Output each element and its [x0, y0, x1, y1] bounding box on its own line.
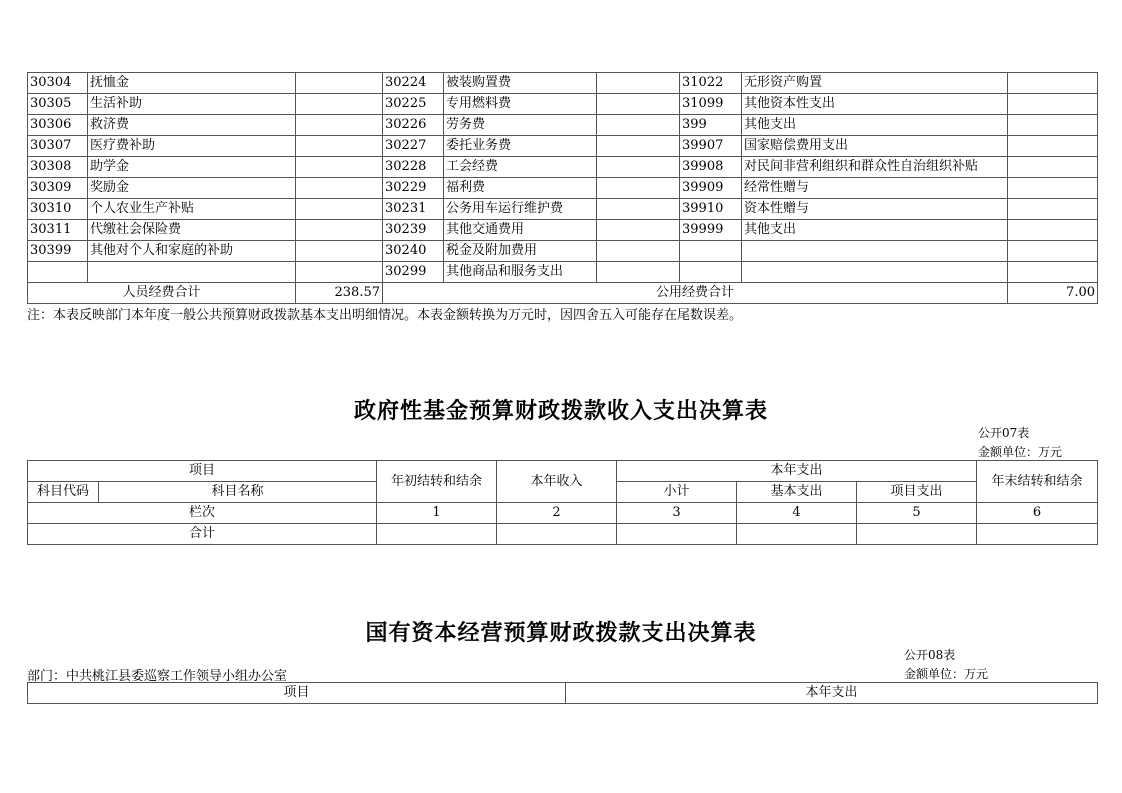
subject-name-cell: 福利费	[444, 178, 597, 199]
subject-code-cell: 30225	[383, 94, 444, 115]
subject-name-cell: 其他商品和服务支出	[444, 262, 597, 283]
basic-expense-detail-table	[27, 72, 1098, 304]
subject-code-cell: 30311	[28, 220, 88, 241]
subject-name-cell: 其他支出	[742, 220, 1008, 241]
subject-name-cell: 代缴社会保险费	[88, 220, 296, 241]
amount-cell	[597, 241, 680, 262]
fund-table-title: 政府性基金预算财政拨款收入支出决算表	[353, 399, 768, 424]
seq-cell: 5	[857, 503, 977, 524]
table-row	[28, 136, 1098, 157]
header-subject-code: 科目代码	[28, 482, 99, 503]
table-row	[28, 73, 1098, 94]
subject-name-cell: 公务用车运行维护费	[444, 199, 597, 220]
amount-cell	[1008, 178, 1098, 199]
seq-cell: 3	[617, 503, 737, 524]
totals-row	[28, 283, 1098, 304]
header-subject-name: 科目名称	[99, 482, 377, 503]
amount-cell	[296, 157, 383, 178]
subject-code-cell: 30229	[383, 178, 444, 199]
subject-name-cell: 国家赔偿费用支出	[742, 136, 1008, 157]
header-item: 项目	[28, 683, 566, 704]
subject-code-cell	[680, 262, 742, 283]
subject-name-cell: 其他对个人和家庭的补助	[88, 241, 296, 262]
amount-cell	[597, 178, 680, 199]
amount-cell	[597, 136, 680, 157]
amount-cell	[296, 136, 383, 157]
subject-name-cell: 助学金	[88, 157, 296, 178]
seq-cell: 2	[497, 503, 617, 524]
table-row	[28, 241, 1098, 262]
subject-code-cell: 30228	[383, 157, 444, 178]
total-label: 合计	[28, 524, 377, 545]
sequence-label: 栏次	[28, 503, 377, 524]
subject-code-cell: 39909	[680, 178, 742, 199]
subject-code-cell	[28, 262, 88, 283]
subject-code-cell: 39999	[680, 220, 742, 241]
amount-cell	[296, 178, 383, 199]
table-row	[28, 115, 1098, 136]
table-note: 注：本表反映部门本年度一般公共预算财政拨款基本支出明细情况。本表金额转换为万元时，因四舍五入可能存在尾数误差。	[27, 308, 743, 323]
sequence-row	[28, 503, 1098, 524]
subject-code-cell: 399	[680, 115, 742, 136]
subject-code-cell: 30240	[383, 241, 444, 262]
amount-cell	[1008, 136, 1098, 157]
personnel-total-value: 238.57	[296, 283, 383, 304]
amount-cell	[597, 157, 680, 178]
fund-table-code: 公开07表	[978, 426, 1030, 440]
amount-cell	[1008, 220, 1098, 241]
seq-cell: 1	[377, 503, 497, 524]
amount-cell	[296, 94, 383, 115]
subject-name-cell: 个人农业生产补贴	[88, 199, 296, 220]
amount-cell	[296, 73, 383, 94]
subject-code-cell: 30305	[28, 94, 88, 115]
subject-code-cell: 30227	[383, 136, 444, 157]
subject-name-cell: 其他资本性支出	[742, 94, 1008, 115]
amount-cell	[1008, 115, 1098, 136]
state-capital-table-title: 国有资本经营预算财政拨款支出决算表	[365, 621, 757, 646]
subject-code-cell	[680, 241, 742, 262]
subject-name-cell: 工会经费	[444, 157, 597, 178]
personnel-total-label: 人员经费合计	[28, 283, 296, 304]
subject-name-cell: 其他支出	[742, 115, 1008, 136]
header-subtotal: 小计	[617, 482, 737, 503]
subject-name-cell: 生活补助	[88, 94, 296, 115]
amount-cell	[296, 115, 383, 136]
public-total-value: 7.00	[1008, 283, 1098, 304]
amount-cell	[597, 73, 680, 94]
subject-code-cell: 30239	[383, 220, 444, 241]
subject-name-cell: 经常性赠与	[742, 178, 1008, 199]
subject-name-cell	[88, 262, 296, 283]
amount-cell	[597, 199, 680, 220]
subject-name-cell	[742, 241, 1008, 262]
table-row	[28, 199, 1098, 220]
seq-cell: 4	[737, 503, 857, 524]
subject-name-cell: 对民间非营利组织和群众性自治组织补贴	[742, 157, 1008, 178]
subject-name-cell: 被装购置费	[444, 73, 597, 94]
subject-name-cell: 税金及附加费用	[444, 241, 597, 262]
amount-cell	[597, 94, 680, 115]
total-row	[28, 524, 1098, 545]
state-capital-table-code: 公开08表	[904, 648, 956, 662]
amount-cell	[1008, 199, 1098, 220]
subject-name-cell	[742, 262, 1008, 283]
header-end-balance: 年末结转和结余	[977, 461, 1098, 503]
subject-code-cell: 30304	[28, 73, 88, 94]
state-capital-table	[27, 682, 1098, 704]
subject-name-cell: 劳务费	[444, 115, 597, 136]
state-capital-table-unit: 金额单位：万元	[904, 667, 989, 681]
subject-code-cell: 30399	[28, 241, 88, 262]
subject-code-cell: 30299	[383, 262, 444, 283]
public-total-label: 公用经费合计	[383, 283, 1008, 304]
header-basic: 基本支出	[737, 482, 857, 503]
amount-cell	[597, 262, 680, 283]
subject-code-cell: 30226	[383, 115, 444, 136]
government-fund-table	[27, 460, 1098, 545]
subject-name-cell: 医疗费补助	[88, 136, 296, 157]
subject-code-cell: 39908	[680, 157, 742, 178]
subject-name-cell: 抚恤金	[88, 73, 296, 94]
subject-code-cell: 39910	[680, 199, 742, 220]
table-row	[28, 220, 1098, 241]
subject-code-cell: 30309	[28, 178, 88, 199]
table-row	[28, 94, 1098, 115]
header-begin-balance: 年初结转和结余	[377, 461, 497, 503]
subject-code-cell: 31099	[680, 94, 742, 115]
amount-cell	[296, 199, 383, 220]
subject-code-cell: 30307	[28, 136, 88, 157]
subject-name-cell: 救济费	[88, 115, 296, 136]
subject-code-cell: 30308	[28, 157, 88, 178]
amount-cell	[296, 241, 383, 262]
subject-code-cell: 30231	[383, 199, 444, 220]
subject-name-cell: 其他交通费用	[444, 220, 597, 241]
amount-cell	[1008, 262, 1098, 283]
amount-cell	[1008, 73, 1098, 94]
amount-cell	[296, 220, 383, 241]
amount-cell	[1008, 94, 1098, 115]
subject-code-cell: 30310	[28, 199, 88, 220]
header-expense: 本年支出	[566, 683, 1098, 704]
header-income: 本年收入	[497, 461, 617, 503]
subject-code-cell: 30306	[28, 115, 88, 136]
subject-name-cell: 无形资产购置	[742, 73, 1008, 94]
fund-table-unit: 金额单位：万元	[978, 445, 1063, 459]
amount-cell	[597, 115, 680, 136]
table-row	[28, 262, 1098, 283]
subject-code-cell: 39907	[680, 136, 742, 157]
subject-code-cell: 31022	[680, 73, 742, 94]
subject-name-cell: 专用燃料费	[444, 94, 597, 115]
amount-cell	[296, 262, 383, 283]
header-project: 项目支出	[857, 482, 977, 503]
amount-cell	[597, 220, 680, 241]
subject-name-cell: 奖励金	[88, 178, 296, 199]
table-row	[28, 178, 1098, 199]
department-label: 部门：中共桃江县委巡察工作领导小组办公室	[27, 669, 288, 684]
seq-cell: 6	[977, 503, 1098, 524]
header-expense: 本年支出	[617, 461, 977, 482]
header-item: 项目	[28, 461, 377, 482]
amount-cell	[1008, 157, 1098, 178]
subject-code-cell: 30224	[383, 73, 444, 94]
subject-name-cell: 资本性赠与	[742, 199, 1008, 220]
subject-name-cell: 委托业务费	[444, 136, 597, 157]
amount-cell	[1008, 241, 1098, 262]
table-row	[28, 157, 1098, 178]
